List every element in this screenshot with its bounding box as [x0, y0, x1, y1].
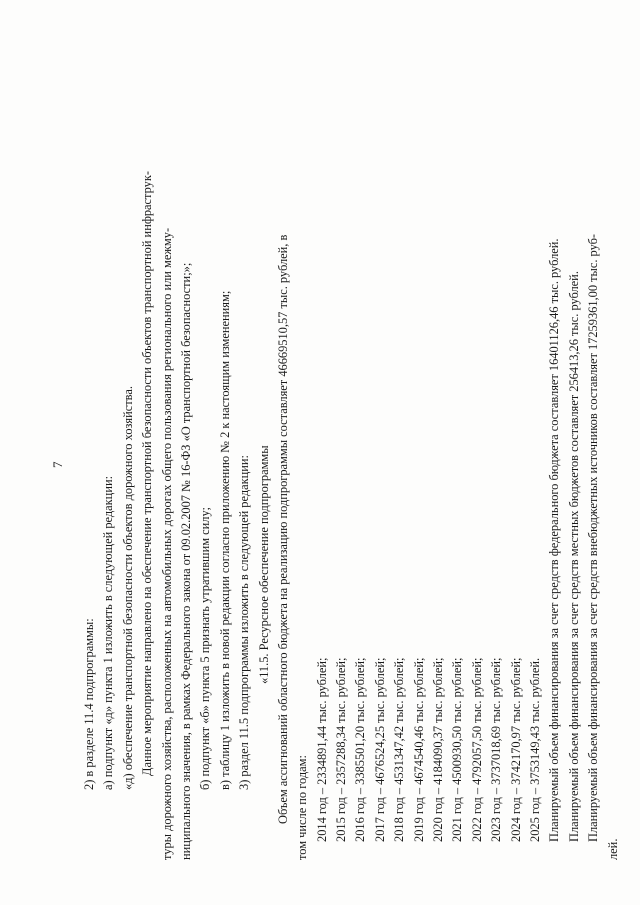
rotated-text-block [50, 60, 620, 860]
text-line: а) подпункт «д» пункта 1 изложить в следующей редакции: [101, 475, 116, 790]
year-line: 2015 год – 2357288,34 тыс. рублей; [334, 657, 349, 842]
text-line: в) таблицу 1 изложить в новой редакции согласно приложению № 2 к настоящим изменениям; [217, 290, 232, 790]
year-line: 2024 год – 3742170,97 тыс. рублей; [508, 657, 523, 842]
page-number: 7 [50, 461, 65, 468]
year-line: 2016 год – 3385501,20 тыс. рублей; [353, 657, 368, 842]
text-line: лей. [605, 838, 620, 860]
text-line: Планируемый объем финансирования за счет средств внебюджетных источников составляет 17259361,00 тыс. руб- [586, 233, 601, 842]
section-heading: «11.5. Ресурсное обеспечение подпрограммы [256, 445, 271, 684]
text-line: «д) обеспечение транспортной безопасности объектов дорожного хозяйства. [120, 386, 135, 790]
year-line: 2025 год – 3753149,43 тыс. рублей. [527, 657, 542, 842]
text-line: Данное мероприятие направлено на обеспечение транспортной безопасности объектов транспортной инфраструк- [140, 171, 155, 776]
year-line: 2017 год – 4676524,25 тыс. рублей; [372, 657, 387, 842]
year-line: 2014 год – 2334891,44 тыс. рублей; [314, 657, 329, 842]
text-line: 3) раздел 11.5 подпрограммы изложить в следующей редакции: [237, 455, 252, 790]
year-line: 2023 год – 3737018,69 тыс. рублей; [489, 657, 504, 842]
text-line: б) подпункт «б» пункта 5 признать утратившим силу; [198, 507, 213, 790]
text-line: Объем ассигнований областного бюджета на реализацию подпрограммы составляет 46669510,57 тыс. рублей, в [275, 234, 290, 824]
text-line: Планируемый объем финансирования за счет средств федерального бюджета составляет 16401126,46 тыс. рублей. [547, 238, 562, 842]
text-line: туры дорожного хозяйства, расположенных на автомобильных дорогах общего пользования регионального или межму- [159, 227, 174, 860]
year-line: 2022 год – 4792057,50 тыс. рублей; [469, 657, 484, 842]
text-line: 2) в разделе 11.4 подпрограммы: [82, 618, 96, 790]
year-line: 2021 год – 4500930,50 тыс. рублей; [450, 657, 465, 842]
text-line: Планируемый объем финансирования за счет средств местных бюджетов составляет 256413,26 тыс. рублей. [566, 271, 581, 842]
year-line: 2020 год – 4184090,37 тыс. рублей; [431, 657, 446, 842]
year-line: 2018 год – 4531347,42 тыс. рублей; [392, 657, 407, 842]
year-line: 2019 год – 4674540,46 тыс. рублей; [411, 657, 426, 842]
text-line: ниципального значения, в рамках Федерального закона от 09.02.2007 № 16-ФЗ «О транспортной безопасности;»; [178, 262, 193, 860]
text-line: том числе по годам: [295, 755, 310, 860]
